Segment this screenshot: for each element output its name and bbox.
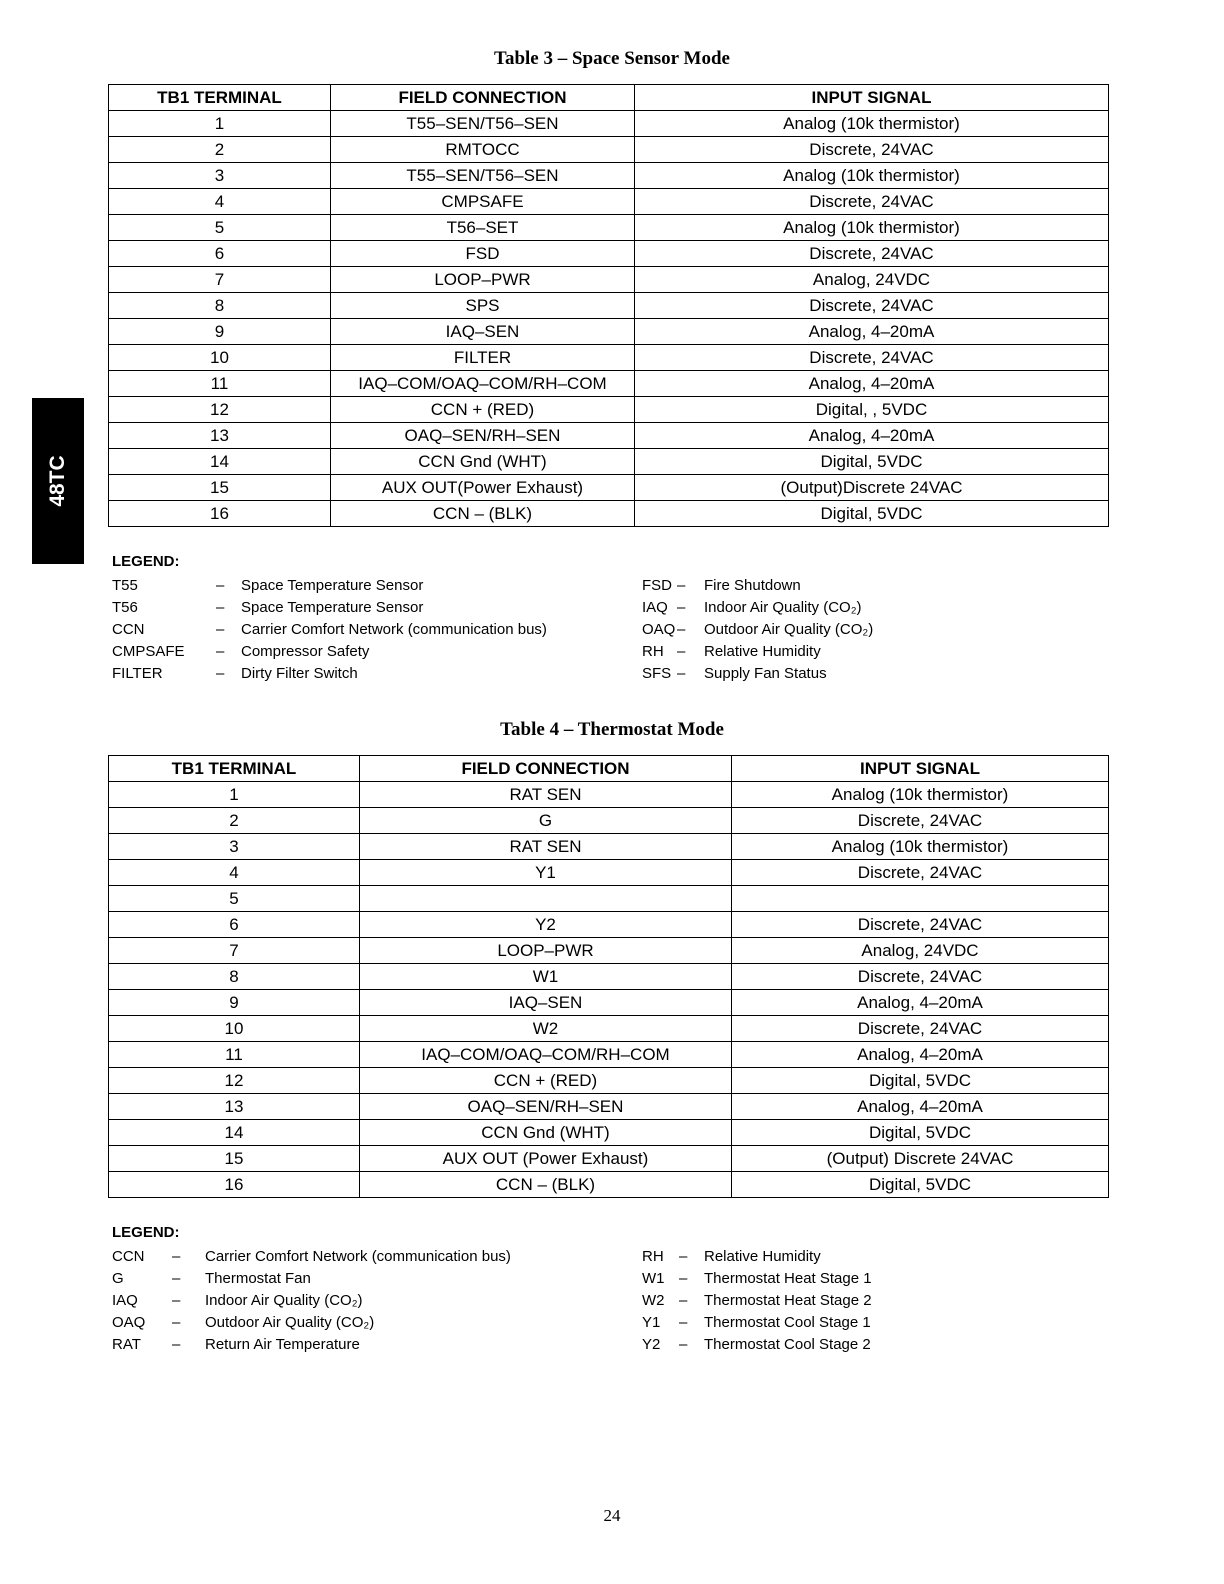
table-row	[109, 293, 1109, 319]
legend-dash: –	[677, 577, 686, 594]
input-signal-cell: Analog, 4–20mA	[635, 423, 1109, 449]
table-row	[109, 912, 1109, 938]
field-connection-cell: CCN + (RED)	[331, 397, 635, 423]
field-connection-cell: CCN Gnd (WHT)	[360, 1120, 732, 1146]
legend-desc: Supply Fan Status	[704, 665, 827, 682]
field-connection-cell: Y1	[360, 860, 732, 886]
table-row	[109, 475, 1109, 501]
terminal-cell: 7	[109, 938, 360, 964]
field-connection-cell: T55–SEN/T56–SEN	[331, 111, 635, 137]
table3-legend	[112, 553, 1112, 682]
input-signal-cell: Analog, 4–20mA	[635, 371, 1109, 397]
field-connection-cell: RMTOCC	[331, 137, 635, 163]
table-row	[109, 1146, 1109, 1172]
input-signal-cell: Discrete, 24VAC	[732, 1016, 1109, 1042]
table-row	[109, 501, 1109, 527]
input-signal-cell: Discrete, 24VAC	[732, 912, 1109, 938]
table4-header-terminal: TB1 TERMINAL	[109, 756, 360, 782]
table-row	[109, 345, 1109, 371]
side-tab-label: 48TC	[46, 455, 69, 507]
field-connection-cell: CCN Gnd (WHT)	[331, 449, 635, 475]
table-row	[109, 137, 1109, 163]
side-tab	[32, 398, 84, 564]
table-row	[109, 449, 1109, 475]
legend-abbr: T56	[112, 599, 138, 616]
terminal-cell: 9	[109, 990, 360, 1016]
table-row	[109, 189, 1109, 215]
legend-abbr: W1	[642, 1270, 665, 1287]
terminal-cell: 9	[109, 319, 331, 345]
legend-desc: Thermostat Heat Stage 2	[704, 1292, 872, 1309]
terminal-cell: 11	[109, 371, 331, 397]
legend-desc: Compressor Safety	[241, 643, 370, 660]
table3-header-row	[109, 85, 1109, 111]
table4-header-row	[109, 756, 1109, 782]
page-number: 24	[603, 1506, 621, 1525]
legend-desc: Outdoor Air Quality (CO₂)	[704, 621, 874, 638]
table-row	[109, 267, 1109, 293]
input-signal-cell: Discrete, 24VAC	[732, 860, 1109, 886]
table4	[108, 755, 1109, 1198]
field-connection-cell: CCN – (BLK)	[331, 501, 635, 527]
field-connection-cell: IAQ–COM/OAQ–COM/RH–COM	[331, 371, 635, 397]
legend-dash: –	[172, 1270, 181, 1287]
table4-legend	[112, 1224, 1112, 1353]
legend-dash: –	[679, 1336, 688, 1353]
legend-abbr: CMPSAFE	[112, 643, 185, 660]
input-signal-cell: Analog (10k thermistor)	[732, 834, 1109, 860]
legend-dash: –	[677, 599, 686, 616]
field-connection-cell: T55–SEN/T56–SEN	[331, 163, 635, 189]
field-connection-cell: LOOP–PWR	[331, 267, 635, 293]
field-connection-cell: Y2	[360, 912, 732, 938]
table-row	[109, 241, 1109, 267]
table-row	[109, 1068, 1109, 1094]
terminal-cell: 15	[109, 475, 331, 501]
table-row	[109, 990, 1109, 1016]
input-signal-cell: Discrete, 24VAC	[732, 808, 1109, 834]
legend-desc: Relative Humidity	[704, 643, 821, 660]
legend-dash: –	[677, 621, 686, 638]
legend-abbr: SFS	[642, 665, 672, 682]
table-row	[109, 964, 1109, 990]
input-signal-cell: Analog, 4–20mA	[635, 319, 1109, 345]
legend-desc: Fire Shutdown	[704, 577, 801, 594]
table-row	[109, 215, 1109, 241]
table-row	[109, 163, 1109, 189]
table-row	[109, 782, 1109, 808]
legend-abbr: OAQ	[642, 621, 676, 638]
input-signal-cell: Discrete, 24VAC	[732, 964, 1109, 990]
table-row	[109, 111, 1109, 137]
terminal-cell: 6	[109, 241, 331, 267]
terminal-cell: 5	[109, 215, 331, 241]
legend-dash: –	[677, 643, 686, 660]
field-connection-cell	[360, 886, 732, 912]
field-connection-cell: AUX OUT(Power Exhaust)	[331, 475, 635, 501]
terminal-cell: 1	[109, 111, 331, 137]
input-signal-cell	[732, 886, 1109, 912]
terminal-cell: 5	[109, 886, 360, 912]
table3-header-terminal: TB1 TERMINAL	[109, 85, 331, 111]
legend-dash: –	[216, 665, 225, 682]
table4-header-field-connection: FIELD CONNECTION	[360, 756, 732, 782]
legend-desc: Return Air Temperature	[205, 1336, 360, 1353]
input-signal-cell: Discrete, 24VAC	[635, 241, 1109, 267]
table-row	[109, 423, 1109, 449]
input-signal-cell: Digital, 5VDC	[732, 1172, 1109, 1198]
legend-desc: Dirty Filter Switch	[241, 665, 358, 682]
terminal-cell: 1	[109, 782, 360, 808]
table-row	[109, 886, 1109, 912]
table-row	[109, 1016, 1109, 1042]
legend-desc: Space Temperature Sensor	[241, 599, 424, 616]
legend-dash: –	[679, 1248, 688, 1265]
terminal-cell: 12	[109, 1068, 360, 1094]
terminal-cell: 13	[109, 423, 331, 449]
field-connection-cell: G	[360, 808, 732, 834]
terminal-cell: 8	[109, 964, 360, 990]
legend-desc: Thermostat Heat Stage 1	[704, 1270, 872, 1287]
field-connection-cell: OAQ–SEN/RH–SEN	[331, 423, 635, 449]
table-row	[109, 1094, 1109, 1120]
terminal-cell: 14	[109, 1120, 360, 1146]
legend-desc: Relative Humidity	[704, 1248, 821, 1265]
legend-abbr: CCN	[112, 1248, 145, 1265]
legend-abbr: OAQ	[112, 1314, 146, 1331]
terminal-cell: 15	[109, 1146, 360, 1172]
legend-abbr: RH	[642, 643, 664, 660]
field-connection-cell: IAQ–COM/OAQ–COM/RH–COM	[360, 1042, 732, 1068]
legend-dash: –	[679, 1292, 688, 1309]
table4-legend-title: LEGEND:	[112, 1224, 180, 1241]
terminal-cell: 3	[109, 834, 360, 860]
terminal-cell: 10	[109, 345, 331, 371]
input-signal-cell: Digital, 5VDC	[635, 501, 1109, 527]
legend-abbr: IAQ	[642, 599, 668, 616]
input-signal-cell: Analog, 4–20mA	[732, 1094, 1109, 1120]
input-signal-cell: Discrete, 24VAC	[635, 189, 1109, 215]
input-signal-cell: Digital, 5VDC	[732, 1068, 1109, 1094]
table-row	[109, 397, 1109, 423]
input-signal-cell: Discrete, 24VAC	[635, 137, 1109, 163]
legend-desc: Space Temperature Sensor	[241, 577, 424, 594]
field-connection-cell: W1	[360, 964, 732, 990]
legend-desc: Indoor Air Quality (CO₂)	[704, 599, 862, 616]
table3	[108, 84, 1109, 527]
legend-dash: –	[216, 643, 225, 660]
input-signal-cell: Discrete, 24VAC	[635, 293, 1109, 319]
terminal-cell: 2	[109, 808, 360, 834]
input-signal-cell: Analog (10k thermistor)	[635, 111, 1109, 137]
terminal-cell: 14	[109, 449, 331, 475]
table-row	[109, 1042, 1109, 1068]
field-connection-cell: IAQ–SEN	[360, 990, 732, 1016]
field-connection-cell: RAT SEN	[360, 834, 732, 860]
table4-header-input-signal: INPUT SIGNAL	[732, 756, 1109, 782]
legend-dash: –	[172, 1336, 181, 1353]
terminal-cell: 13	[109, 1094, 360, 1120]
input-signal-cell: Analog, 4–20mA	[732, 1042, 1109, 1068]
legend-dash: –	[216, 621, 225, 638]
terminal-cell: 10	[109, 1016, 360, 1042]
table-row	[109, 834, 1109, 860]
terminal-cell: 3	[109, 163, 331, 189]
field-connection-cell: CCN + (RED)	[360, 1068, 732, 1094]
legend-desc: Thermostat Fan	[205, 1270, 311, 1287]
field-connection-cell: SPS	[331, 293, 635, 319]
table4-title: Table 4 – Thermostat Mode	[500, 719, 724, 740]
input-signal-cell: Digital, , 5VDC	[635, 397, 1109, 423]
input-signal-cell: (Output) Discrete 24VAC	[732, 1146, 1109, 1172]
legend-dash: –	[677, 665, 686, 682]
field-connection-cell: CCN – (BLK)	[360, 1172, 732, 1198]
legend-desc: Indoor Air Quality (CO₂)	[205, 1292, 363, 1309]
terminal-cell: 16	[109, 501, 331, 527]
terminal-cell: 2	[109, 137, 331, 163]
input-signal-cell: Analog (10k thermistor)	[635, 163, 1109, 189]
legend-dash: –	[216, 577, 225, 594]
field-connection-cell: T56–SET	[331, 215, 635, 241]
field-connection-cell: AUX OUT (Power Exhaust)	[360, 1146, 732, 1172]
table-row	[109, 938, 1109, 964]
table-row	[109, 808, 1109, 834]
field-connection-cell: CMPSAFE	[331, 189, 635, 215]
legend-abbr: G	[112, 1270, 124, 1287]
legend-abbr: W2	[642, 1292, 665, 1309]
table3-legend-title: LEGEND:	[112, 553, 180, 570]
input-signal-cell: Analog (10k thermistor)	[732, 782, 1109, 808]
input-signal-cell: Analog, 24VDC	[732, 938, 1109, 964]
input-signal-cell: Discrete, 24VAC	[635, 345, 1109, 371]
legend-dash: –	[679, 1314, 688, 1331]
legend-abbr: Y1	[642, 1314, 661, 1331]
terminal-cell: 6	[109, 912, 360, 938]
field-connection-cell: LOOP–PWR	[360, 938, 732, 964]
table-row	[109, 371, 1109, 397]
legend-abbr: IAQ	[112, 1292, 138, 1309]
field-connection-cell: W2	[360, 1016, 732, 1042]
legend-abbr: CCN	[112, 621, 145, 638]
table3-header-field-connection: FIELD CONNECTION	[331, 85, 635, 111]
field-connection-cell: RAT SEN	[360, 782, 732, 808]
terminal-cell: 4	[109, 189, 331, 215]
legend-abbr: T55	[112, 577, 138, 594]
field-connection-cell: IAQ–SEN	[331, 319, 635, 345]
legend-abbr: RAT	[112, 1336, 141, 1353]
legend-dash: –	[172, 1248, 181, 1265]
legend-dash: –	[216, 599, 225, 616]
legend-abbr: FILTER	[112, 665, 163, 682]
field-connection-cell: FILTER	[331, 345, 635, 371]
legend-abbr: Y2	[642, 1336, 661, 1353]
legend-desc: Outdoor Air Quality (CO₂)	[205, 1314, 375, 1331]
legend-abbr: FSD	[642, 577, 672, 594]
legend-desc: Carrier Comfort Network (communication bus)	[241, 621, 547, 638]
terminal-cell: 4	[109, 860, 360, 886]
input-signal-cell: Digital, 5VDC	[732, 1120, 1109, 1146]
table3-header-input-signal: INPUT SIGNAL	[635, 85, 1109, 111]
input-signal-cell: Digital, 5VDC	[635, 449, 1109, 475]
terminal-cell: 12	[109, 397, 331, 423]
legend-dash: –	[172, 1314, 181, 1331]
table3-title: Table 3 – Space Sensor Mode	[494, 48, 730, 69]
terminal-cell: 11	[109, 1042, 360, 1068]
terminal-cell: 7	[109, 267, 331, 293]
table-row	[109, 860, 1109, 886]
input-signal-cell: Analog, 24VDC	[635, 267, 1109, 293]
legend-desc: Thermostat Cool Stage 2	[704, 1336, 871, 1353]
input-signal-cell: (Output)Discrete 24VAC	[635, 475, 1109, 501]
terminal-cell: 16	[109, 1172, 360, 1198]
legend-desc: Thermostat Cool Stage 1	[704, 1314, 871, 1331]
table-row	[109, 1120, 1109, 1146]
legend-desc: Carrier Comfort Network (communication bus)	[205, 1248, 511, 1265]
legend-dash: –	[679, 1270, 688, 1287]
field-connection-cell: FSD	[331, 241, 635, 267]
legend-dash: –	[172, 1292, 181, 1309]
terminal-cell: 8	[109, 293, 331, 319]
input-signal-cell: Analog, 4–20mA	[732, 990, 1109, 1016]
table-row	[109, 319, 1109, 345]
legend-abbr: RH	[642, 1248, 664, 1265]
table-row	[109, 1172, 1109, 1198]
field-connection-cell: OAQ–SEN/RH–SEN	[360, 1094, 732, 1120]
input-signal-cell: Analog (10k thermistor)	[635, 215, 1109, 241]
